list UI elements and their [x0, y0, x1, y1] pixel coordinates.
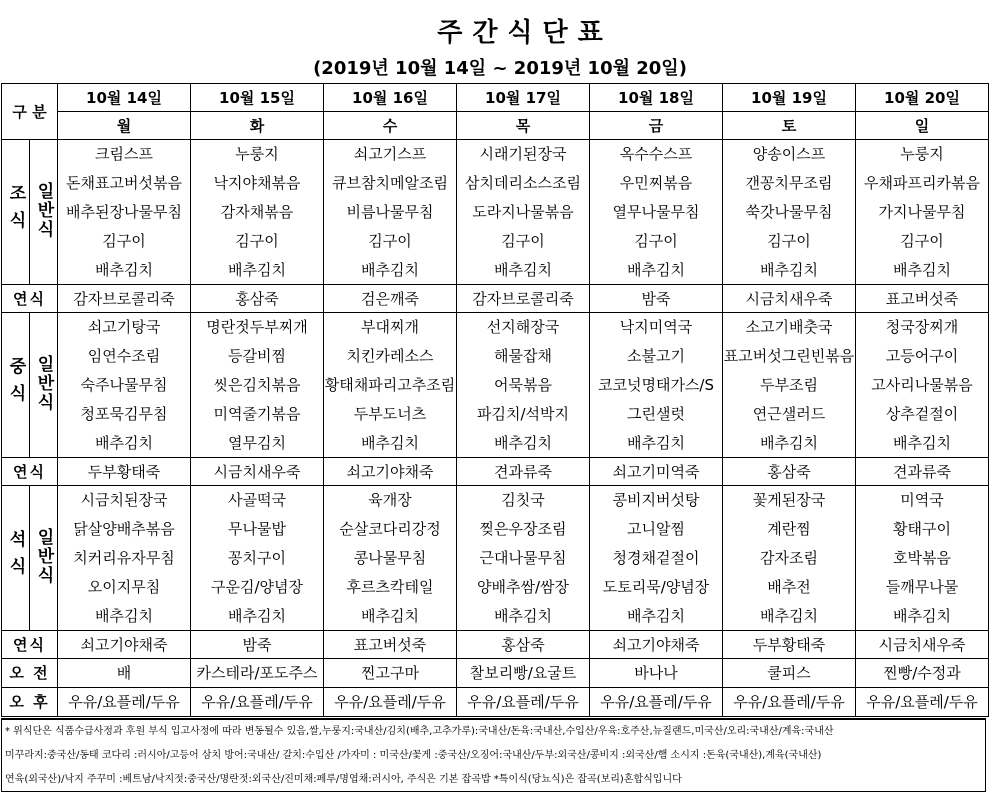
menu-item: 배추김치: [590, 602, 723, 631]
menu-item: 연근샐러드: [723, 400, 856, 429]
menu-item: 김구이: [457, 227, 590, 256]
menu-item: 배추김치: [457, 256, 590, 285]
menu-item: 고사리나물볶음: [856, 371, 989, 400]
menu-item: 고니알찜: [590, 515, 723, 544]
menu-item: 홍삼죽: [191, 285, 324, 313]
menu-item: 씻은김치볶음: [191, 371, 324, 400]
menu-item: 쇠고기야채죽: [324, 458, 457, 486]
menu-item: 찢은우장조림: [457, 515, 590, 544]
menu-item: 배: [58, 659, 191, 688]
menu-item: 쿨피스: [723, 659, 856, 688]
header-dates-row: [2, 84, 989, 112]
menu-item: 소불고기: [590, 342, 723, 371]
menu-item: 시래기된장국: [457, 140, 590, 169]
menu-item: 홍삼죽: [723, 458, 856, 486]
menu-item: 황태구이: [856, 515, 989, 544]
menu-item: 배추김치: [590, 429, 723, 458]
menu-item: 배추김치: [856, 602, 989, 631]
menu-item: 우유/요플레/두유: [856, 688, 989, 717]
menu-item: 카스테라/포도주스: [191, 659, 324, 688]
menu-item: 우유/요플레/두유: [324, 688, 457, 717]
menu-item: 비름나물무침: [324, 198, 457, 227]
date-header: 10월 18일: [590, 84, 723, 112]
menu-item: 코코넛명태가스/S: [590, 371, 723, 400]
menu-item: 김구이: [856, 227, 989, 256]
date-header: 10월 15일: [191, 84, 324, 112]
menu-item: 표고버섯죽: [324, 631, 457, 659]
day-header: 목: [457, 112, 590, 140]
menu-item: 계란찜: [723, 515, 856, 544]
menu-item: 무나물밥: [191, 515, 324, 544]
soft-food-label: 연식: [2, 631, 58, 659]
menu-item: 누룽지: [856, 140, 989, 169]
menu-item: 배추전: [723, 573, 856, 602]
dinner-label: 석식: [2, 486, 30, 631]
dinner-row: [2, 486, 989, 515]
menu-item: 배추김치: [191, 256, 324, 285]
menu-item: 숙주나물무침: [58, 371, 191, 400]
dinner-row: [2, 515, 989, 544]
day-header: 금: [590, 112, 723, 140]
menu-item: 큐브참치메알조림: [324, 169, 457, 198]
menu-item: 열무김치: [191, 429, 324, 458]
menu-item: 선지해장국: [457, 313, 590, 342]
date-header: 10월 14일: [58, 84, 191, 112]
menu-item: 두부조림: [723, 371, 856, 400]
menu-item: 해물잡채: [457, 342, 590, 371]
menu-item: 배추김치: [856, 256, 989, 285]
menu-item: 시금치새우죽: [856, 631, 989, 659]
day-header: 토: [723, 112, 856, 140]
date-header: 10월 19일: [723, 84, 856, 112]
pm-snack-label: 오 후: [2, 688, 58, 717]
menu-item: 임연수조림: [58, 342, 191, 371]
menu-item: 치킨카레소스: [324, 342, 457, 371]
menu-item: 배추김치: [191, 602, 324, 631]
menu-item: 등갈비찜: [191, 342, 324, 371]
menu-item: 사골떡국: [191, 486, 324, 515]
menu-item: 밤죽: [191, 631, 324, 659]
menu-item: 김칫국: [457, 486, 590, 515]
menu-item: 김구이: [723, 227, 856, 256]
menu-item: 들깨무나물: [856, 573, 989, 602]
menu-item: 시금치새우죽: [723, 285, 856, 313]
soft-food-label: 연식: [2, 458, 58, 486]
menu-item: 두부황태죽: [58, 458, 191, 486]
menu-item: 감자조림: [723, 544, 856, 573]
day-header: 화: [191, 112, 324, 140]
menu-item: 오이지무침: [58, 573, 191, 602]
menu-item: 홍삼죽: [457, 631, 590, 659]
soft-food-label: 연식: [2, 285, 58, 313]
breakfast-row: [2, 169, 989, 198]
menu-item: 쇠고기탕국: [58, 313, 191, 342]
menu-item: 두부도너츠: [324, 400, 457, 429]
menu-item: 찐고구마: [324, 659, 457, 688]
day-header: 수: [324, 112, 457, 140]
menu-item: 배추김치: [723, 429, 856, 458]
day-header: 일: [856, 112, 989, 140]
menu-item: 열무나물무침: [590, 198, 723, 227]
menu-item: 쇠고기스프: [324, 140, 457, 169]
dinner-row: [2, 544, 989, 573]
menu-item: 누룽지: [191, 140, 324, 169]
menu-item: 부대찌개: [324, 313, 457, 342]
menu-item: 배추김치: [590, 256, 723, 285]
lunch-label: 중식: [2, 313, 30, 458]
menu-item: 견과류죽: [457, 458, 590, 486]
menu-item: 육개장: [324, 486, 457, 515]
menu-item: 배추된장나물무침: [58, 198, 191, 227]
menu-item: 표고버섯그린빈볶음: [723, 342, 856, 371]
menu-item: 배추김치: [324, 256, 457, 285]
day-header: 월: [58, 112, 191, 140]
date-header: 10월 16일: [324, 84, 457, 112]
note-line: * 위식단은 식품수급사정과 후원 부식 입고사정에 따라 변동될수 있음,쌀,누룽지:국내산/김치(배추,고추가루):국내산/돈육:국내산,수입산/우육:호주산,뉴질랜드,미국산/오리:국내산/계육:국내산: [5, 726, 834, 737]
menu-item: 김구이: [590, 227, 723, 256]
menu-item: 배추김치: [856, 429, 989, 458]
menu-item: 양배추쌈/쌈장: [457, 573, 590, 602]
menu-item: 콩비지버섯탕: [590, 486, 723, 515]
menu-item: 쇠고기야채죽: [590, 631, 723, 659]
menu-item: 두부황태죽: [723, 631, 856, 659]
menu-item: 치커리유자무침: [58, 544, 191, 573]
menu-item: 배추김치: [457, 429, 590, 458]
menu-item: 검은깨죽: [324, 285, 457, 313]
menu-item: 순살코다리강정: [324, 515, 457, 544]
note-line: 연육(외국산)/낙지 주꾸미 :베트남/낙지젓:중국산/명란젓:외국산/진미채:페루/명엽채:러시아, 주식은 기본 잡곡밥 *특이식(당뇨식)은 잡곡(보리)혼합식입니다: [5, 774, 682, 785]
pm-snack-row: [2, 688, 989, 717]
menu-item: 크림스프: [58, 140, 191, 169]
am-snack-row: [2, 659, 989, 688]
menu-item: 우유/요플레/두유: [58, 688, 191, 717]
menu-item: 청국장찌개: [856, 313, 989, 342]
menu-item: 낙지미역국: [590, 313, 723, 342]
lunch-row: [2, 371, 989, 400]
menu-item: 김구이: [191, 227, 324, 256]
menu-item: 시금치새우죽: [191, 458, 324, 486]
menu-item: 견과류죽: [856, 458, 989, 486]
menu-item: 쇠고기미역죽: [590, 458, 723, 486]
menu-item: 쇠고기야채죽: [58, 631, 191, 659]
menu-item: 우유/요플레/두유: [590, 688, 723, 717]
lunch-row: [2, 429, 989, 458]
menu-item: 고등어구이: [856, 342, 989, 371]
menu-item: 상추겉절이: [856, 400, 989, 429]
menu-item: 찐빵/수정과: [856, 659, 989, 688]
menu-item: 배추김치: [723, 602, 856, 631]
menu-item: 감자채볶음: [191, 198, 324, 227]
breakfast-sub-label: 일반식: [30, 140, 58, 285]
gubun-header: 구 분: [2, 84, 58, 140]
header-days-row: [2, 112, 989, 140]
breakfast-row: [2, 227, 989, 256]
menu-item: 낙지야채볶음: [191, 169, 324, 198]
menu-item: 양송이스프: [723, 140, 856, 169]
menu-item: 돈채표고버섯볶음: [58, 169, 191, 198]
menu-item: 후르츠칵테일: [324, 573, 457, 602]
menu-item: 파김치/석박지: [457, 400, 590, 429]
menu-item: 꽃게된장국: [723, 486, 856, 515]
origin-notes: [1, 718, 986, 792]
menu-item: 배추김치: [58, 256, 191, 285]
menu-item: 황태채파리고추조림: [324, 371, 457, 400]
menu-item: 우유/요플레/두유: [457, 688, 590, 717]
menu-item: 찰보리빵/요굴트: [457, 659, 590, 688]
date-header: 10월 17일: [457, 84, 590, 112]
menu-item: 닭살양배추볶음: [58, 515, 191, 544]
menu-item: 우유/요플레/두유: [191, 688, 324, 717]
menu-item: 밤죽: [590, 285, 723, 313]
menu-item: 콩나물무침: [324, 544, 457, 573]
date-header: 10월 20일: [856, 84, 989, 112]
menu-item: 배추김치: [723, 256, 856, 285]
menu-item: 시금치된장국: [58, 486, 191, 515]
dinner-row: [2, 573, 989, 602]
dinner-soft-row: [2, 631, 989, 659]
menu-item: 어묵볶음: [457, 371, 590, 400]
menu-item: 명란젓두부찌개: [191, 313, 324, 342]
menu-item: 삼치데리소스조림: [457, 169, 590, 198]
note-line: 미꾸라지:중국산/동태 코다리 :러시아/고등어 삼치 방어:국내산/ 갈치:수입산 /가자미 : 미국산/꽃게 :중국산/오징어:국내산/두부:외국산/콩비지 :외국산/햄 소시지 :돈육(국내산),계육(국내산): [5, 750, 822, 761]
lunch-soft-row: [2, 458, 989, 486]
menu-item: 가지나물무침: [856, 198, 989, 227]
lunch-row: [2, 400, 989, 429]
lunch-row: [2, 313, 989, 342]
menu-item: 김구이: [324, 227, 457, 256]
breakfast-label: 조식: [2, 140, 30, 285]
menu-item: 그린샐럿: [590, 400, 723, 429]
menu-item: 우채파프리카볶음: [856, 169, 989, 198]
dinner-sub-label: 일반식: [30, 486, 58, 631]
menu-item: 옥수수스프: [590, 140, 723, 169]
menu-item: 배추김치: [324, 429, 457, 458]
menu-item: 갠꽁치무조림: [723, 169, 856, 198]
menu-item: 우민찌볶음: [590, 169, 723, 198]
breakfast-soft-row: [2, 285, 989, 313]
breakfast-row: [2, 198, 989, 227]
menu-item: 청포묵김무침: [58, 400, 191, 429]
menu-item: 소고기배춧국: [723, 313, 856, 342]
page-title: 주간식단표: [437, 18, 613, 48]
menu-item: 꽁치구이: [191, 544, 324, 573]
menu-item: 호박볶음: [856, 544, 989, 573]
breakfast-row: [2, 140, 989, 169]
menu-item: 미역줄기볶음: [191, 400, 324, 429]
breakfast-row: [2, 256, 989, 285]
menu-item: 감자브로콜리죽: [58, 285, 191, 313]
menu-item: 바나나: [590, 659, 723, 688]
menu-item: 배추김치: [58, 602, 191, 631]
menu-item: 배추김치: [58, 429, 191, 458]
weekly-menu-table: [1, 83, 989, 717]
menu-item: 배추김치: [457, 602, 590, 631]
dinner-row: [2, 602, 989, 631]
menu-item: 배추김치: [324, 602, 457, 631]
menu-item: 감자브로콜리죽: [457, 285, 590, 313]
lunch-sub-label: 일반식: [30, 313, 58, 458]
menu-item: 표고버섯죽: [856, 285, 989, 313]
menu-period: (2019년 10월 14일 ~ 2019년 10월 20일): [313, 58, 687, 79]
menu-item: 청경채겉절이: [590, 544, 723, 573]
am-snack-label: 오 전: [2, 659, 58, 688]
menu-item: 근대나물무침: [457, 544, 590, 573]
menu-item: 도토리묵/양념장: [590, 573, 723, 602]
lunch-row: [2, 342, 989, 371]
menu-item: 김구이: [58, 227, 191, 256]
menu-item: 쑥갓나물무침: [723, 198, 856, 227]
menu-item: 우유/요플레/두유: [723, 688, 856, 717]
menu-item: 미역국: [856, 486, 989, 515]
menu-item: 도라지나물볶음: [457, 198, 590, 227]
menu-item: 구운김/양념장: [191, 573, 324, 602]
